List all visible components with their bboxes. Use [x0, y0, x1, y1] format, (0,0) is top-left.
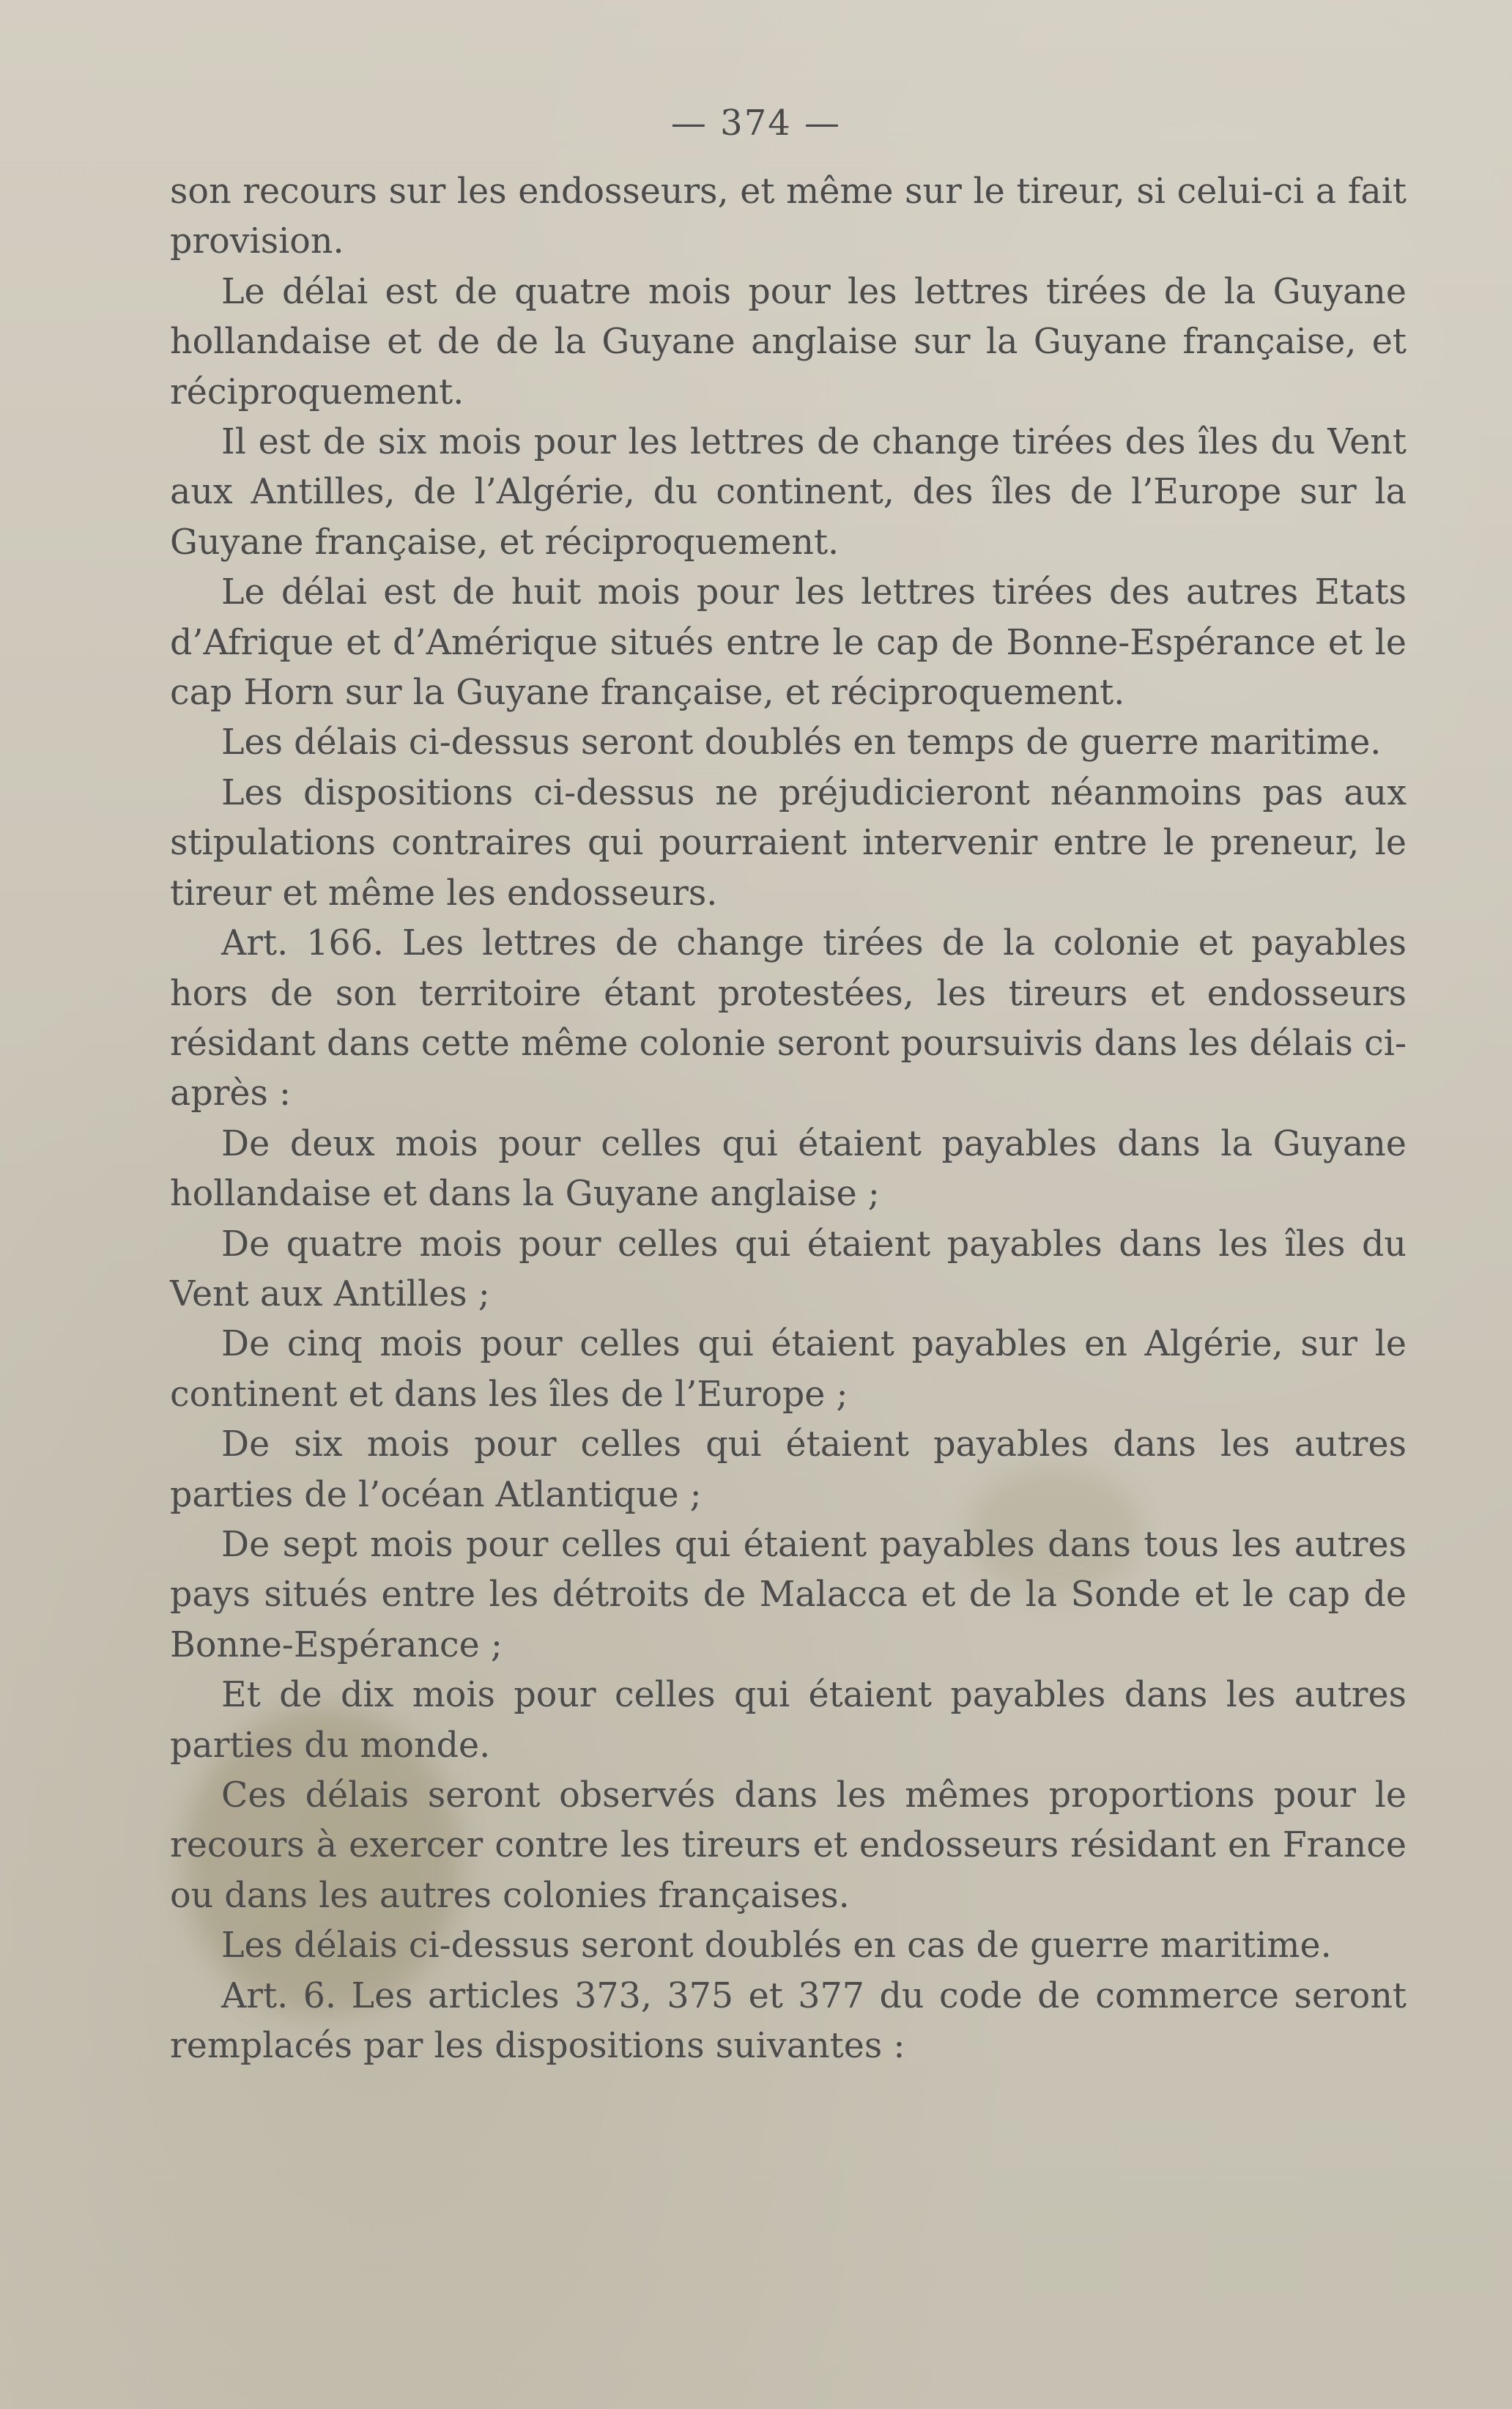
- paragraph: De cinq mois pour celles qui étaient payables en Algérie, sur le continent et dans les îles de l’Europe ;: [170, 1324, 1407, 1415]
- paragraph: Art. 166. Les lettres de change tirées de la colonie et payables hors de son territoire étant protestées, les tireurs et endosseurs résidant dans cette même colonie seront poursuivis dans les délais ci-après :: [170, 923, 1407, 1114]
- paragraph: Les dispositions ci-dessus ne préjudicieront néanmoins pas aux stipulations contraires qui pourraient intervenir entre le preneur, le tireur et même les endosseurs.: [170, 772, 1407, 914]
- paragraph: De sept mois pour celles qui étaient payables dans tous les autres pays situés entre les détroits de Malacca et de la Sonde et le cap de Bonne-Espérance ;: [170, 1524, 1407, 1665]
- paragraph: De deux mois pour celles qui étaient payables dans la Guyane hollandaise et dans la Guyane anglaise ;: [170, 1123, 1407, 1215]
- paragraph: De quatre mois pour celles qui étaient payables dans les îles du Vent aux Antilles ;: [170, 1224, 1407, 1314]
- paragraph: Le délai est de quatre mois pour les lettres tirées de la Guyane hollandaise et de de la Guyane anglaise sur la Guyane française, et réciproquement.: [170, 271, 1407, 412]
- paragraph: De six mois pour celles qui étaient payables dans les autres parties de l’océan Atlantique ;: [170, 1424, 1407, 1515]
- page-number: — 374 —: [670, 103, 842, 144]
- paragraph: Et de dix mois pour celles qui étaient payables dans les autres parties du monde.: [170, 1675, 1407, 1766]
- paragraph: Ces délais seront observés dans les mêmes proportions pour le recours à exercer contre les tireurs et endosseurs résidant en France ou dans les autres colonies françaises.: [170, 1775, 1407, 1916]
- paragraph: Les délais ci-dessus seront doublés en temps de guerre maritime.: [221, 722, 1382, 763]
- paragraph: Art. 6. Les articles 373, 375 et 377 du code de commerce seront remplacés par les dispositions suivantes :: [170, 1975, 1407, 2067]
- body-text: [170, 167, 1407, 2071]
- paragraph: Il est de six mois pour les lettres de change tirées des îles du Vent aux Antilles, de l’Algérie, du continent, des îles de l’Europe sur la Guyane française, et réciproquement.: [170, 422, 1407, 563]
- paragraph: Les délais ci-dessus seront doublés en cas de guerre maritime.: [221, 1925, 1332, 1966]
- paragraph: Le délai est de huit mois pour les lettres tirées des autres Etats d’Afrique et d’Amérique situés entre le cap de Bonne-Espérance et le cap Horn sur la Guyane française, et réciproquement.: [170, 572, 1407, 714]
- paragraph: son recours sur les endosseurs, et même sur le tireur, si celui-ci a fait provision.: [170, 171, 1407, 262]
